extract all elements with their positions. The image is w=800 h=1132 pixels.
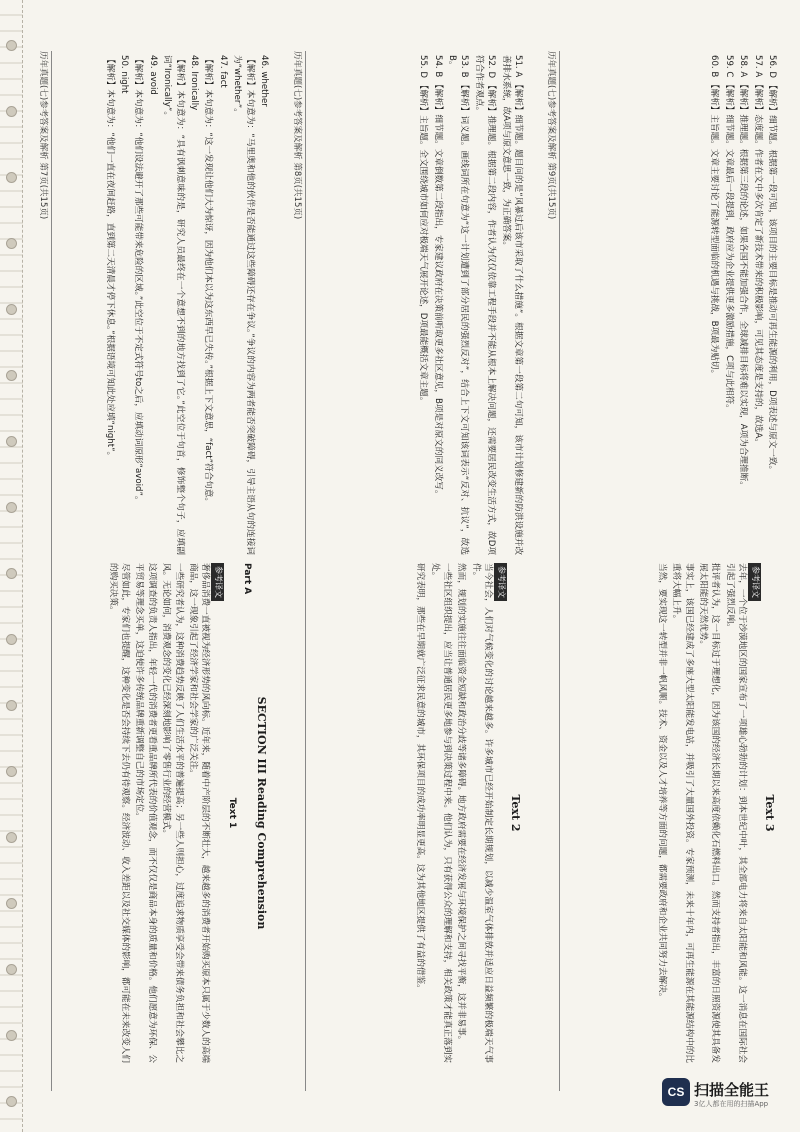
- text-paragraph: 47. fact: [217, 55, 228, 88]
- text-paragraph: 58. A 【解析】推理题。根据第三段的论述，如果各国不能加强合作，全球减排目标将难以实现，A项为合理推断。: [738, 55, 749, 490]
- binding-hole: [6, 1096, 17, 1107]
- binding-hole: [6, 1030, 17, 1041]
- cs-logo-icon: CS: [662, 1078, 690, 1106]
- footer-label: 历年真题(七)参考答案及解析 第8页(共15页): [292, 51, 302, 220]
- footer-label: 历年真题(七)参考答案及解析 第7页(共15页): [38, 51, 48, 220]
- text-paragraph: 59. C 【解析】细节题。文章最后一段提到，政府应为企业提供更多激励措施，C项与此相符。: [723, 55, 734, 413]
- app-name: 扫描全能王: [694, 1081, 770, 1099]
- text-paragraph: 49. avoid: [147, 55, 158, 95]
- text-paragraph: 批评者认为，这一目标过于理想化，因为该国的经济长期以来高度依赖化石燃料出口。然而支持者指出，丰富的日照资源使其具备发展太阳能的天然优势。: [697, 563, 721, 1063]
- page-footer: [546, 51, 560, 1091]
- binding-hole: [6, 172, 17, 183]
- text-paragraph: 56. D 【解析】细节题。根据第一段可知，该项目的主要目标是推动可再生能源的利用，D项表述与原文一致。: [767, 55, 777, 475]
- page-footer: [38, 51, 52, 1091]
- text-label: Text 1: [227, 797, 238, 829]
- app-slogan: 3亿人都在用的扫描App: [694, 1100, 769, 1108]
- text-paragraph: 52. D 【解析】推理题。根据第二段内容，作者认为仅仅依靠工程手段并不能从根本上解决问题，还需要居民改变生活方式，故D项符合作者观点。: [473, 55, 497, 555]
- footer-label: 历年真题(七)参考答案及解析 第9页(共15页): [546, 51, 556, 220]
- text-paragraph: 50. night: [118, 55, 129, 94]
- text-paragraph: 【解析】本句意为：“具有讽刺意味的是，研究人员最终在一个意想不到的地方找到了它。”此空位于句首，修饰整个句子，应填副词“Ironically”。: [162, 55, 185, 555]
- page-7-col-1: [38, 51, 270, 559]
- text-paragraph: 54. B 【解析】细节题。文章倒数第二段指出，专家建议政府在决策前听取更多社区意见，B项是对原文的同义改写。: [432, 55, 443, 499]
- text-paragraph: 然而，规划的实施往往面临资金短缺和政治分歧等诸多障碍。地方政府需要在经济发展与环境保护之间寻找平衡，这并非易事。: [456, 563, 467, 1045]
- page-8-content: [292, 51, 524, 1091]
- text-paragraph: 奢侈品消费一直被视为经济形势的风向标。近年来，随着中产阶层的不断壮大，越来越多的消费者开始购买原本只属于少数人的高端商品，这一现象引起了经济学家和社会学家的广泛关注。: [187, 563, 211, 1063]
- page-7: [34, 46, 274, 1096]
- text-paragraph: 51. A 【解析】细节题。题目问的是“风暴过后该市采取了什么措施”。根据文章第一段第二句可知，该市计划修建新的防洪设施并改善排水系统，故A项与原文意思一致，为正确答案。: [500, 55, 523, 555]
- binding-strip: [0, 0, 23, 1132]
- text-paragraph: 60. B 【解析】主旨题。文章主要讨论了能源转型面临的机遇与挑战，B项最为贴切。: [709, 55, 720, 379]
- page-8-col-1: [292, 51, 524, 559]
- binding-hole: [6, 238, 17, 249]
- binding-hole: [6, 700, 17, 711]
- binding-hole: [6, 304, 17, 315]
- binding-hole: [6, 106, 17, 117]
- part-label: Part A: [241, 563, 252, 595]
- binding-hole: [6, 502, 17, 513]
- text-paragraph: 这项调查的负责人指出，年轻一代的消费者更看重品牌所代表的价值观念，而不仅仅是商品本身的质量和价格。他们愿意为环保、公平贸易等理念买单，这迫使许多传统品牌重新调整自己的市场定位。: [134, 563, 157, 1063]
- translation-body: [414, 563, 494, 1063]
- text-paragraph: 尽管如此，专家们也提醒，这种变化是否会持续下去仍有待观察。经济波动、收入差距以及社交媒体的影响，都可能在未来改变人们的购买决策。: [107, 563, 130, 1063]
- text-paragraph: 48. Ironically: [188, 55, 199, 111]
- text-paragraph: 去年，一个位于沙漠地区的国家宣布了一项雄心勃勃的计划：到本世纪中叶，其全部电力将来自太阳能和风能。这一消息在国际社会引起了强烈反响。: [724, 563, 748, 1063]
- text-paragraph: 一些社区组织提出，应当让普通居民更多地参与到决策过程中来。他们认为，只有获得公众的理解和支持，相关政策才能真正落到实处。: [429, 563, 452, 1063]
- scanner-app-logo: [662, 1078, 786, 1112]
- text-title: Text 2: [509, 794, 522, 832]
- text-paragraph: 【解析】本句意为：“他们一直在夜间赶路，直到第二天清晨才停下休息。”根据语境可知此处应填“night”。: [104, 55, 115, 461]
- binding-hole: [6, 898, 17, 909]
- text-paragraph: 当今社会，人们对气候变化的讨论越来越多。许多城市已经开始制定长期规划，以减少温室气体排放并适应日益频繁的极端天气事件。: [470, 563, 494, 1063]
- text-paragraph: 55. D 【解析】主旨题。全文围绕城市如何应对极端天气展开论述，D项最能概括文章主题。: [418, 55, 429, 406]
- text-title: Text 3: [763, 794, 776, 832]
- text-paragraph: 事实上，该国已经建成了多座大型太阳能发电站，并吸引了大量国外投资。专家预测，未来十年内，可再生能源在其能源结构中的比重将大幅上升。: [671, 563, 694, 1063]
- page-8: [288, 46, 528, 1096]
- ref-translation-tag: 参考译文: [748, 563, 760, 601]
- translation-body: [655, 563, 748, 1063]
- binding-hole: [6, 40, 17, 51]
- binding-hole: [6, 634, 17, 645]
- text-paragraph: 【解析】本句意为：“他们设法避开了那些可能带来危险的区域。”此空位于不定式符号to之后，应填动词原形“avoid”。: [133, 55, 144, 505]
- binding-hole: [6, 568, 17, 579]
- binding-hole: [6, 766, 17, 777]
- text-paragraph: 【解析】本句意为：“马里奥和他的伙伴是否能通过这些障碍还存在争议。”争议的内容为两者能否突破障碍，引导主语从句的连接词为“whether”。: [232, 55, 255, 555]
- translation-body: [106, 563, 211, 1063]
- ref-translation-tag: 参考译文: [494, 563, 506, 601]
- page-8-col-2: [292, 559, 524, 1067]
- page-9-col-1: [546, 51, 778, 559]
- answer-list: [103, 55, 270, 555]
- binding-hole: [6, 370, 17, 381]
- text-paragraph: 研究表明，那些在早期就广泛征求民意的城市，其环保项目的成功率明显更高。这为其他地区提供了有益的借鉴。: [415, 563, 426, 993]
- binding-hole: [6, 436, 17, 447]
- text-paragraph: 53. B 【解析】词义题。画线词所在句意为“这一计划遭到了部分居民的强烈反对”，结合上下文可知该词表示“反对、抗议”，故选B。: [446, 55, 470, 555]
- page-7-content: [38, 51, 270, 1091]
- page-9: [542, 46, 782, 1096]
- text-paragraph: 【解析】本句意为：“这一发现让他们大为惊讶，因为他们本以为这东西早已失传。”根据上下文意思，“fact”符合句意。: [203, 55, 214, 506]
- page-9-col-2: [546, 559, 778, 1067]
- ref-translation-tag: 参考译文: [211, 563, 223, 601]
- page-7-col-2: [38, 559, 270, 1067]
- text-paragraph: 当然，要实现这一转型并非一帆风顺。技术、资金以及人才培养等方面的问题，都需要政府和企业共同努力去解决。: [656, 563, 667, 1002]
- section-title: SECTION III Reading Comprehension: [255, 696, 268, 930]
- binding-hole: [6, 832, 17, 843]
- text-paragraph: 一些研究者认为，这种消费趋势反映了人们生活水平的普遍提高；另一些人则担心，过度追求物质享受会带来债务负担和社会攀比之风。无论如何，消费观念的变化已经深刻地影响了零售行业的经营模式。: [161, 563, 184, 1063]
- answer-list: [417, 55, 524, 555]
- text-paragraph: 57. A 【解析】态度题。作者在文中多次肯定了新技术带来的积极影响，可见其态度是支持的，故选A。: [752, 55, 763, 447]
- page-9-content: [546, 51, 778, 1091]
- binding-hole: [6, 964, 17, 975]
- text-paragraph: 46. whether: [259, 55, 269, 107]
- answer-list: [708, 55, 778, 555]
- page-footer: [292, 51, 306, 1091]
